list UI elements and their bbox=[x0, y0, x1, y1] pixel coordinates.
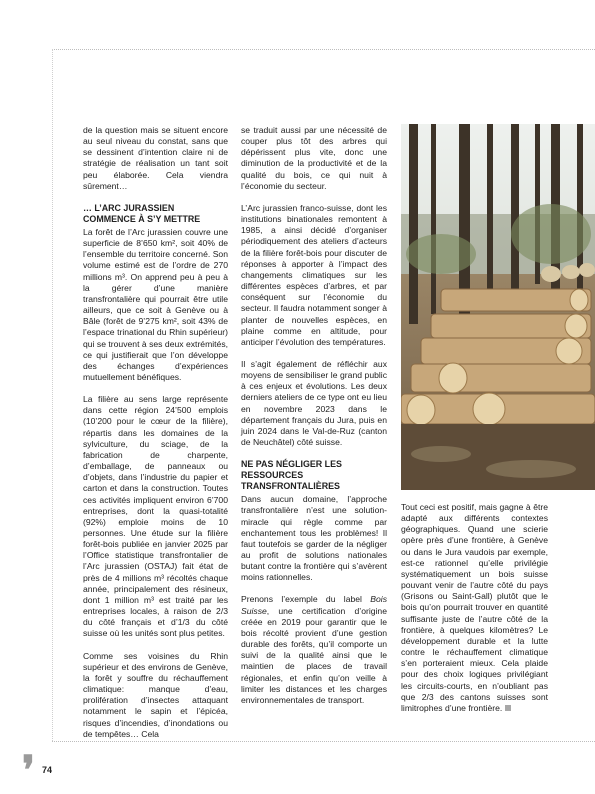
paragraph: La forêt de l’Arc jurassien couvre une superficie de 8’650 km², soit 40% de l’ensemble du territoire concerné. Son volume estimé est de l’ordre de 270 millions m³. On apprend peu à peu à la gérer d’une manière transfrontalière qui pourrait être utile ailleurs, que ce soit à Genève ou à Bâle (forêt de 9’275 km², soit 43% de l’espace trinational du Rhin supérieur) qui se trouvent à ses deux extrémités, ce qui justifierait que l’on développe des échanges d’expériences mutuellement bénéfiques. bbox=[83, 226, 228, 382]
end-of-article-mark bbox=[505, 705, 511, 711]
quote-mark-icon: ❜ bbox=[22, 747, 35, 794]
section-heading-arc-jurassien: … L’ARC JURASSIEN COMMENCE À S’Y METTRE bbox=[83, 202, 201, 224]
paragraph bbox=[241, 594, 387, 706]
forest-logs-photo bbox=[401, 124, 595, 490]
paragraph: La filière au sens large représente dans cette région 24’500 emplois (10’200 pour le cœur de la filière), répartis dans les domaines de la sylviculture, du sciage, de la fabrication de charpente, d’emballage, de panneaux ou d’objets, dans l’industrie du papier et carton et dans la construction. Toutes ces activités impliquent environ 6’700 entreprises, dont la quasi-totalité (92%) emploie moins de 10 personnes. Une étude sur la filière forêt-bois publiée en janvier 2025 par l’Office statistique transfrontalier de l’Arc jurassien (OSTAJ) fait état de près de 4 millions m³ récoltés chaque année, principalement des résineux, dont 1 million m³ est traité par les entreprises locales, à raison de 2/3 du côté français et d’1/3 du côté suisse où les unités sont plus petites. bbox=[83, 394, 228, 639]
paragraph: Comme ses voisines du Rhin supérieur et des environs de Genève, la forêt y souffre du réchauffement climatique: manque d’eau, prolifération d’insectes attaquant notamment le sapin et l’épicéa, risques d’incendies, d’inondations ou de tempêtes… Cela bbox=[83, 650, 228, 739]
label-name: Bois Suisse bbox=[241, 594, 387, 616]
column-3 bbox=[401, 502, 548, 725]
paragraph: Il s’agit également de réfléchir aux moyens de sensibiliser le grand public à ces enjeux et évolutions. Les deux derniers ateliers de ce type ont eu lieu en novembre 2023 dans le département français du Jura, puis en juin 2024 dans le Val-de-Ruz (canton de Neuchâtel) côté suisse. bbox=[241, 358, 387, 448]
text-run: Prenons l’exemple du label bbox=[241, 594, 371, 605]
intro-paragraph: de la question mais se situent encore au seul niveau du constat, sans que se dessinent d’intention claire ni de stratégie de réalisation un tant soit peu élaborée. Cela viendra sûrement… bbox=[83, 125, 228, 191]
section-heading-ressources: NE PAS NÉGLIGER LES RESSOURCES TRANSFRONTALIÈRES bbox=[241, 459, 342, 492]
column-2 bbox=[241, 125, 387, 717]
paragraph: se traduit aussi par une nécessité de couper plus tôt des arbres qui dépérissent plus vite, donc une diminution de la productivité et de la qualité du bois, ce qui nuit à l’économie du secteur. bbox=[241, 125, 387, 191]
paragraph: Dans aucun domaine, l’approche transfrontalière n’est une solution-miracle qui règle comme par enchantement tous les problèmes! Il faut toutefois se garder de la négliger au profit de solutions nationales butant contre la frontière qui s’avèrent moins rationnelles. bbox=[241, 494, 387, 583]
left-dotted-rule bbox=[52, 49, 53, 741]
text-run: Tout ceci est positif, mais gagne à être adapté aux différents contextes géographiques. Quand une scierie opère près d’une frontière, à Genève ou dans le Jura vaudois par exemple, est-ce rationnel qu’elle privilégie systématiquement un bois suisse pouvant venir de l’autre côté du pays (Grisons ou Saint-Gall) plutôt que le bois qu’on pourrait trouver en quantité suffisante juste de l’autre côté de la frontière, à quelques kilomètres? Le développement durable et la lutte contre le réchauffement climatique s’en porteraient mieux. Cela plaide pour des choix logiques privilégiant les circuits-courts, en n’oubliant pas que 2/3 des cantons suisses sont limitrophes d’une frontière. bbox=[401, 502, 548, 713]
page-number: 74 bbox=[42, 765, 53, 775]
column-1 bbox=[83, 125, 228, 751]
paragraph bbox=[401, 502, 548, 714]
paragraph: L’Arc jurassien franco-suisse, dont les institutions binationales remontent à 1985, a ainsi décidé d’organiser périodiquement des ateliers d’acteurs de la filière forêt-bois pour discuter de réponses à apporter à l’impact des changements climatiques sur les différentes espèces d’arbres, et par conséquent sur l’économie du secteur. Il faudra notamment songer à planter de nouvelles espèces, en plaine comme en altitude, pour anticiper l’évolution des températures. bbox=[241, 202, 387, 347]
text-run: , une certification d’origine créée en 2019 pour garantir que le bois récolté provient d’une gestion durable des forêts, qu’il comporte un suivi de la qualité ainsi que le maintien de places de travail régionales, et enfin qu’on veille à limiter les distances et les charges environnementales de transport. bbox=[241, 605, 387, 705]
top-dotted-rule bbox=[52, 49, 595, 50]
